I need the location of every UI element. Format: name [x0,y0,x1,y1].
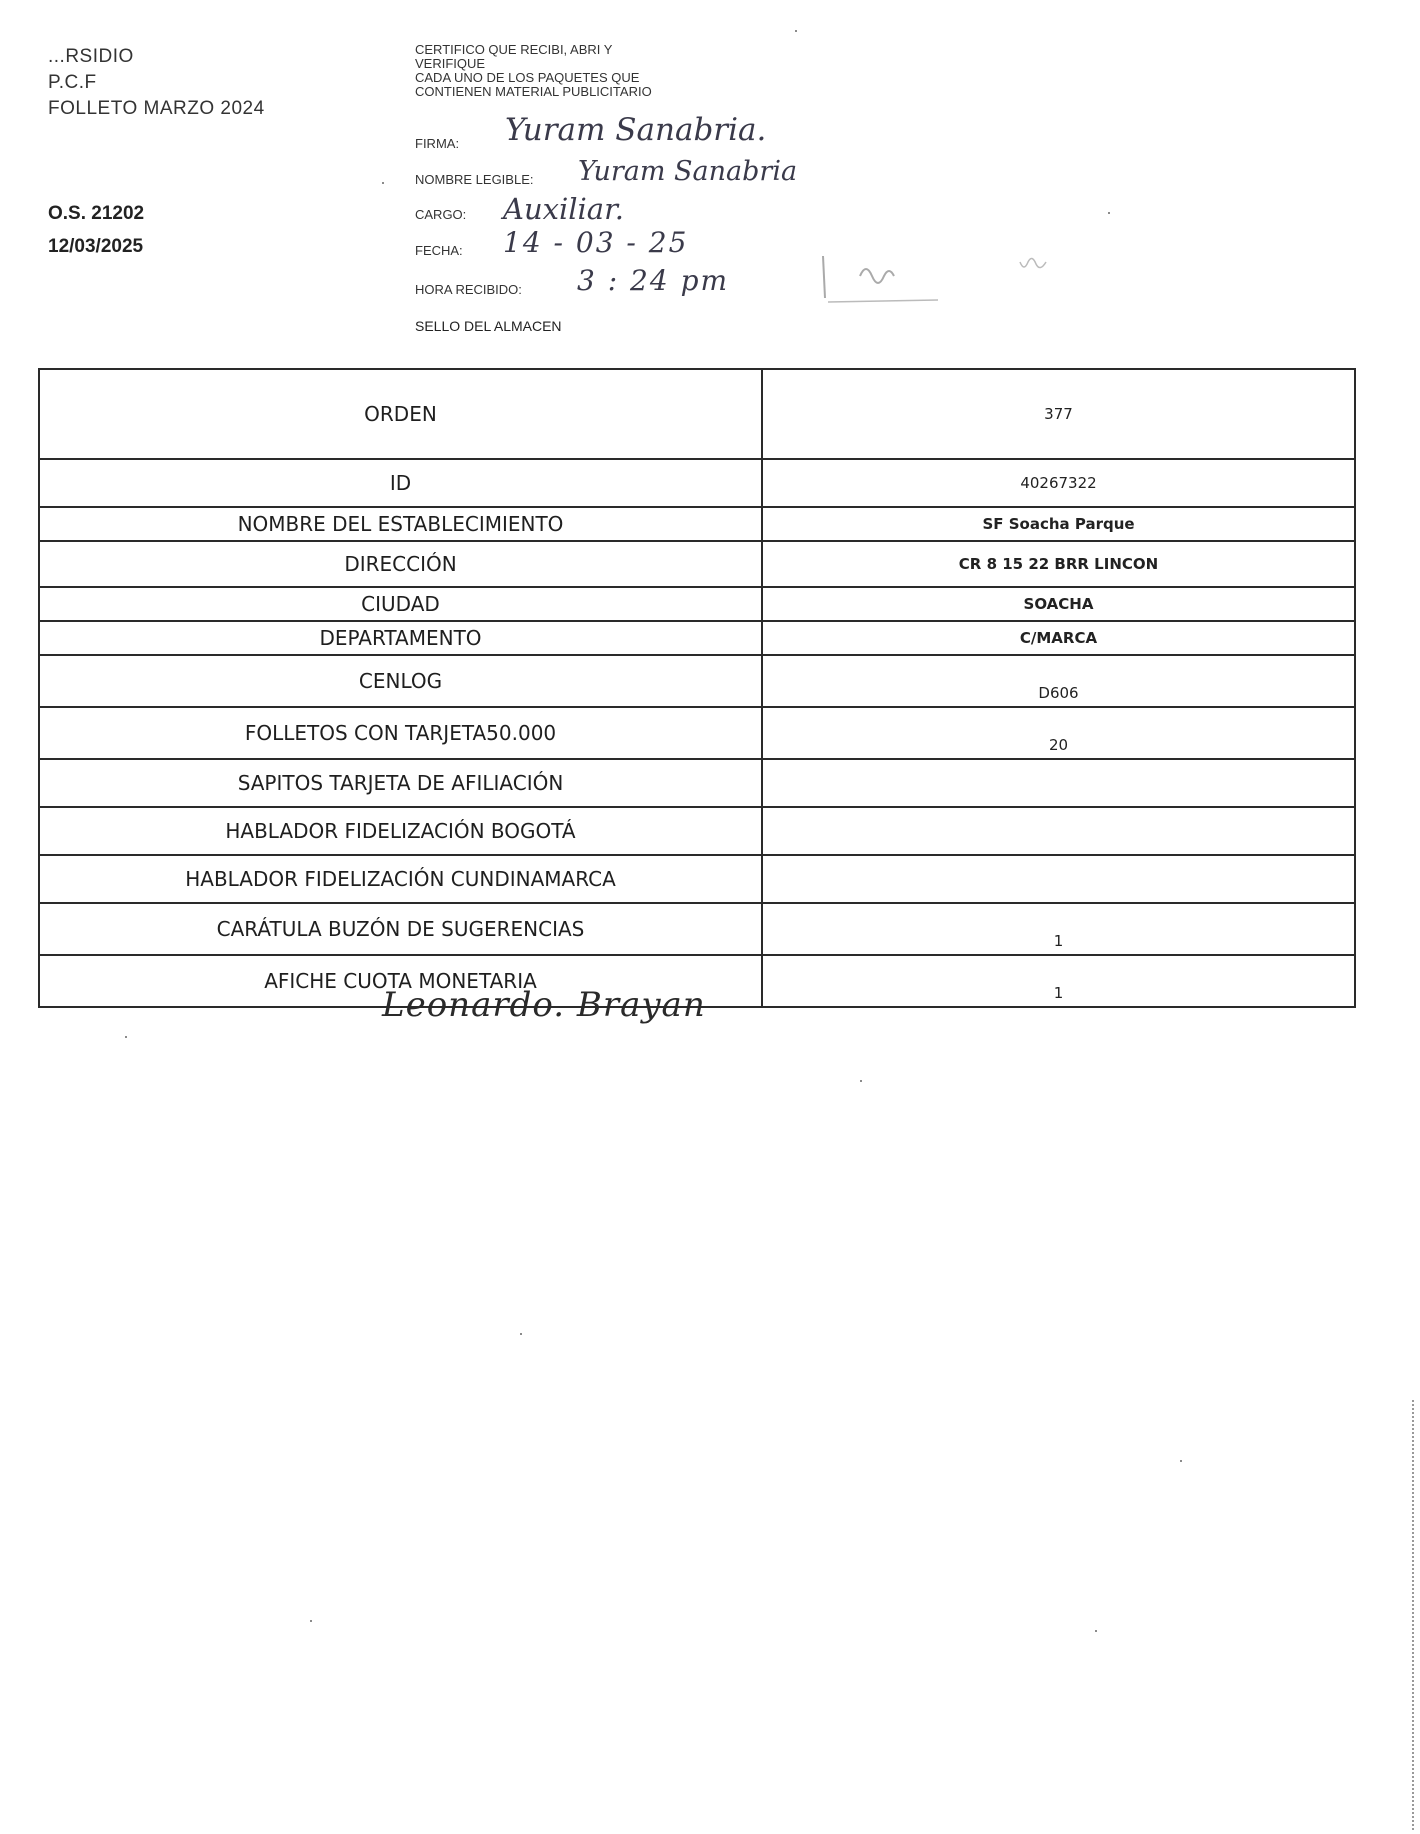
table-row [39,655,1355,707]
scan-speck [1095,1630,1097,1632]
table-row [39,459,1355,507]
table-row [39,369,1355,459]
row-label-hablador-cundinamarca: HABLADOR FIDELIZACIÓN CUNDINAMARCA [39,855,762,903]
row-label-folletos: FOLLETOS CON TARJETA50.000 [39,707,762,759]
row-value-establecimiento: SF Soacha Parque [762,507,1355,541]
row-value-hablador-bogota [762,807,1355,855]
scan-speck [1108,212,1110,214]
row-label-direccion: DIRECCIÓN [39,541,762,587]
certificate-text [415,43,745,99]
nombre-label: NOMBRE LEGIBLE: [415,172,534,187]
row-value-departamento: C/MARCA [762,621,1355,655]
hora-label: HORA RECIBIDO: [415,282,522,297]
handwritten-signer-name: Leonardo. Brayan [382,985,706,1025]
table-row [39,621,1355,655]
scan-edge-dots [1412,1400,1415,1830]
header-pcf: P.C.F [48,72,97,93]
cert-line-3: CADA UNO DE LOS PAQUETES QUE [415,70,640,85]
row-label-orden: ORDEN [39,369,762,459]
row-label-id: ID [39,459,762,507]
fecha-value: 14 - 03 - 25 [503,226,689,259]
table-row [39,507,1355,541]
os-date: 12/03/2025 [48,236,144,257]
scan-speck [1180,1460,1182,1462]
header-folleto: FOLLETO MARZO 2024 [48,98,265,119]
nombre-value: Yuram Sanabria [578,156,798,187]
sello-label: SELLO DEL ALMACEN [415,318,562,334]
row-label-departamento: DEPARTAMENTO [39,621,762,655]
scan-speck [795,30,797,32]
row-value-caratula: 1 [762,903,1355,955]
scan-speck [860,1080,862,1082]
row-label-cenlog: CENLOG [39,655,762,707]
cargo-label: CARGO: [415,207,467,222]
row-label-sapitos: SAPITOS TARJETA DE AFILIACIÓN [39,759,762,807]
firma-label: FIRMA: [415,136,460,151]
row-value-afiche: 1 [762,955,1355,1007]
fecha-label: FECHA: [415,243,463,258]
scan-speck [382,182,384,184]
scan-speck [520,1333,522,1335]
row-value-sapitos [762,759,1355,807]
cert-line-4: CONTIENEN MATERIAL PUBLICITARIO [415,84,652,99]
faint-stamp-icon [820,248,1120,308]
row-value-id: 40267322 [762,459,1355,507]
table-row [39,587,1355,621]
os-number: O.S. 21202 [48,203,145,224]
row-value-orden: 377 [762,369,1355,459]
order-service-block [48,197,144,263]
table-row [39,541,1355,587]
table-row [39,807,1355,855]
firma-signature: Yuram Sanabria. [505,112,767,148]
row-value-direccion: CR 8 15 22 BRR LINCON [762,541,1355,587]
table-row [39,707,1355,759]
row-label-caratula: CARÁTULA BUZÓN DE SUGERENCIAS [39,903,762,955]
row-label-hablador-bogota: HABLADOR FIDELIZACIÓN BOGOTÁ [39,807,762,855]
row-label-ciudad: CIUDAD [39,587,762,621]
row-value-cenlog: D606 [762,655,1355,707]
row-value-ciudad: SOACHA [762,587,1355,621]
table-row [39,855,1355,903]
row-value-hablador-cundinamarca [762,855,1355,903]
row-label-establecimiento: NOMBRE DEL ESTABLECIMIENTO [39,507,762,541]
scan-speck [125,1036,127,1038]
cargo-value: Auxiliar. [503,192,624,226]
row-value-folletos: 20 [762,707,1355,759]
table-row [39,759,1355,807]
cert-line-1: CERTIFICO QUE RECIBI, ABRI Y [415,42,613,57]
row-label-afiche: AFICHE CUOTA MONETARIA [39,955,762,1007]
table-row [39,903,1355,955]
hora-value: 3 : 24 pm [577,264,730,297]
header-left [48,44,265,122]
cert-line-2: VERIFIQUE [415,56,486,71]
delivery-table [38,368,1356,1008]
scan-speck [310,1620,312,1622]
header-company: ...RSIDIO [48,46,134,67]
